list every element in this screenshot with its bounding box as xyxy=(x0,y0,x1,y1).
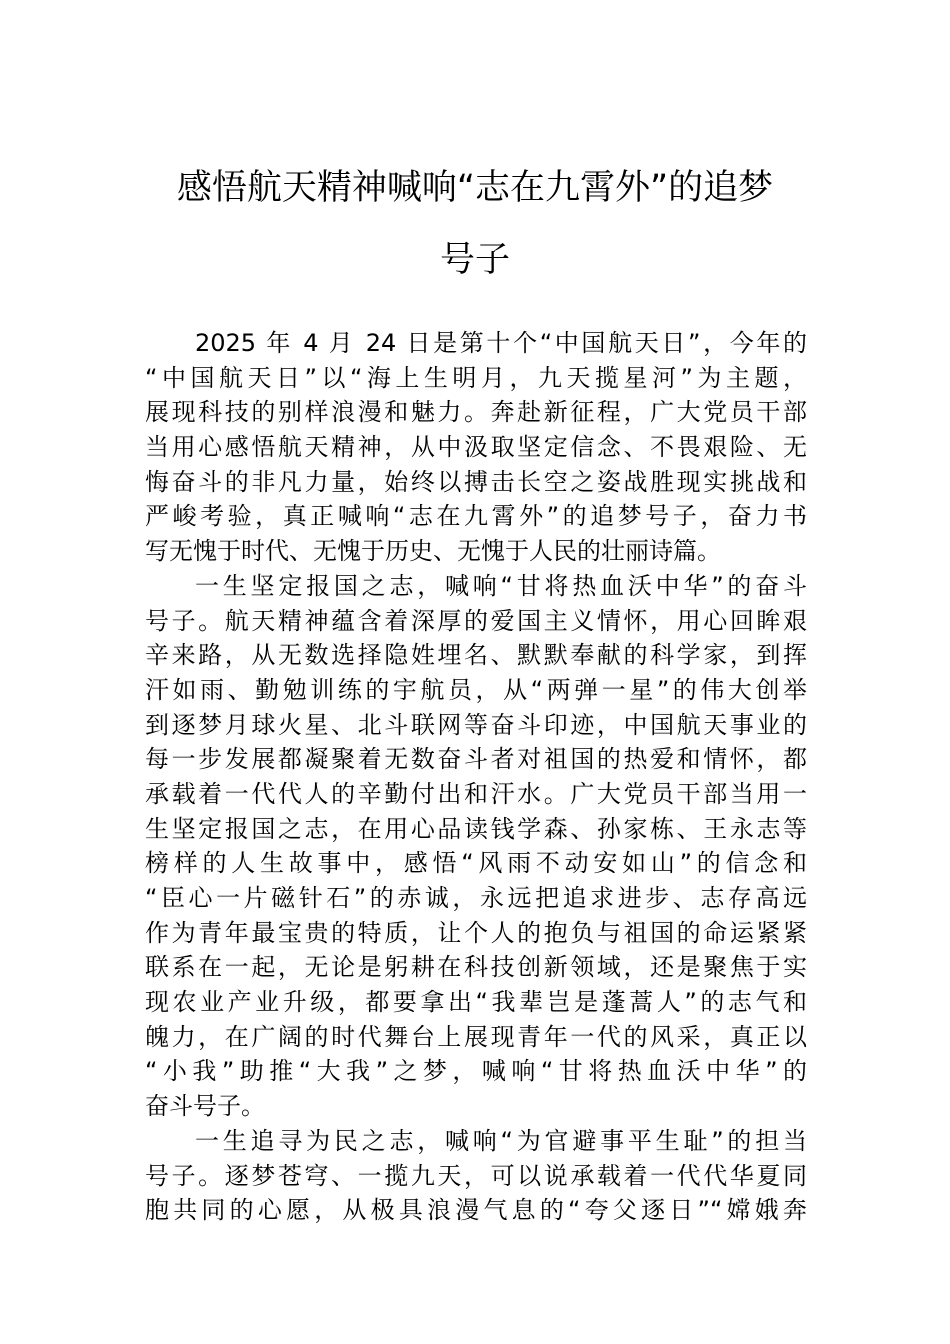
paragraph-1 xyxy=(145,326,807,569)
text-line: “中国航天日”以“海上生明月，九天揽星河”为主题， xyxy=(145,363,807,392)
text-line: 胞共同的心愿，从极具浪漫气息的“夸父逐日”“嫦娥奔 xyxy=(145,1196,807,1225)
text-line: 现农业产业升级，都要拿出“我辈岂是蓬蒿人”的志气和 xyxy=(145,988,807,1017)
text-line: “小我”助推“大我”之梦，喊响“甘将热血沃中华”的 xyxy=(145,1057,807,1086)
document-title xyxy=(145,152,805,296)
document-body xyxy=(145,326,807,1228)
text-line: 承载着一代代人的辛勤付出和汗水。广大党员干部当用一 xyxy=(145,779,807,808)
text-line: 魄力，在广阔的时代舞台上展现青年一代的风采，真正以 xyxy=(145,1022,807,1051)
text-line: 严峻考验，真正喊响“志在九霄外”的追梦号子，奋力书 xyxy=(145,502,807,531)
text-line: 当用心感悟航天精神，从中汲取坚定信念、不畏艰险、无 xyxy=(145,433,807,462)
paragraph-2 xyxy=(145,569,807,1124)
text-line: 每一步发展都凝聚着无数奋斗者对祖国的热爱和情怀，都 xyxy=(145,745,807,774)
text-line: 号子。逐梦苍穹、一揽九天，可以说承载着一代代华夏同 xyxy=(145,1161,807,1190)
text-line: 一生追寻为民之志，喊响“为官避事平生耻”的担当 xyxy=(195,1126,807,1155)
paragraph-3 xyxy=(145,1124,807,1228)
text-line: 联系在一起，无论是躬耕在科技创新领域，还是聚焦于实 xyxy=(145,953,807,982)
text-line: 写无愧于时代、无愧于历史、无愧于人民的壮丽诗篇。 xyxy=(145,537,721,566)
text-line: 到逐梦月球火星、北斗联网等奋斗印迹，中国航天事业的 xyxy=(145,710,807,739)
title-line: 号子 xyxy=(439,240,510,280)
text-line: “臣心一片磁针石”的赤诚，永远把追求进步、志存高远 xyxy=(145,884,807,912)
text-line: 展现科技的别样浪漫和魅力。奔赴新征程，广大党员干部 xyxy=(145,398,807,427)
text-line: 悔奋斗的非凡力量，始终以搏击长空之姿战胜现实挑战和 xyxy=(145,467,807,496)
text-line: 汗如雨、勤勉训练的宇航员，从“两弹一星”的伟大创举 xyxy=(145,675,807,704)
text-line: 榜样的人生故事中，感悟“风雨不动安如山”的信念和 xyxy=(145,849,807,878)
text-line: 生坚定报国之志，在用心品读钱学森、孙家栋、王永志等 xyxy=(145,814,807,843)
title-line: 感悟航天精神喊响“志在九霄外”的追梦 xyxy=(176,168,774,208)
text-line: 作为青年最宝贵的特质，让个人的抱负与祖国的命运紧紧 xyxy=(145,918,807,947)
text-line: 奋斗号子。 xyxy=(145,1092,265,1121)
text-line: 一生坚定报国之志，喊响“甘将热血沃中华”的奋斗 xyxy=(195,571,807,600)
text-line: 辛来路，从无数选择隐姓埋名、默默奉献的科学家，到挥 xyxy=(145,641,807,670)
text-line: 号子。航天精神蕴含着深厚的爱国主义情怀，用心回眸艰 xyxy=(145,606,807,635)
text-line: 2025 年 4 月 24 日是第十个“中国航天日”，今年的 xyxy=(195,329,807,357)
